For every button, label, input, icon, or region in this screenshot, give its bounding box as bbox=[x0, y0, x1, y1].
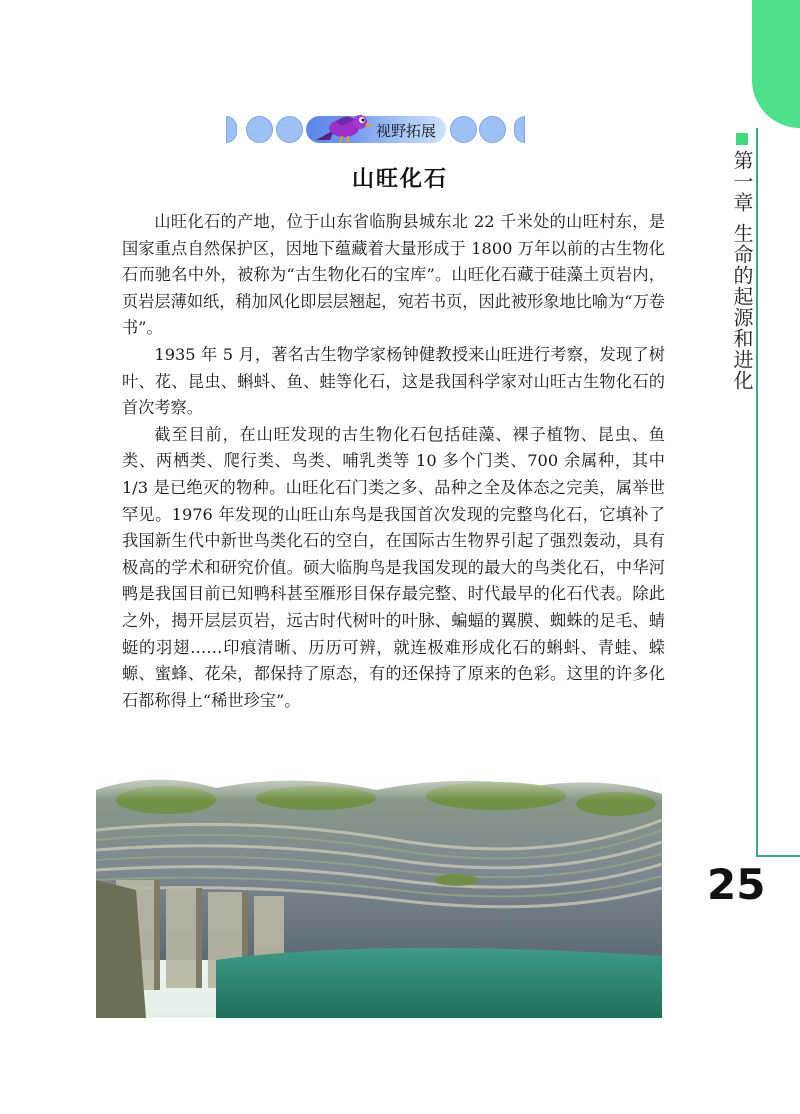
banner-label: 视野拓展 bbox=[376, 122, 437, 140]
chapter-title: 生命的起源和进化 bbox=[730, 223, 754, 391]
paragraph: 1935 年 5 月，著名古生物学家杨钟健教授来山旺进行考察，发现了树叶、花、昆虫、蝌蚪、鱼、蛙等化石，这是我国科学家对山旺古生物化石的首次考察。 bbox=[122, 344, 665, 418]
chapter-color-tab bbox=[752, 0, 800, 128]
banner-circle bbox=[450, 116, 477, 143]
paragraph: 山旺化石的产地，位于山东省临朐县城东北 22 千米处的山旺村东，是国家重点自然保护区，因地下蕴藏着大量形成于 1800 万年以前的古生物化石而驰名中外，被称为“古生物化石的宝库”。山旺化石藏于硅藻土页岩内，页岩层薄如纸，稍加风化即层层翘起，宛若书页，因此被形象地比喻为“万卷书”。 bbox=[122, 212, 665, 338]
banner-circle bbox=[246, 116, 273, 143]
chapter-number: 第一章 bbox=[730, 150, 754, 213]
fossil-site-photo bbox=[96, 760, 662, 1018]
article-title: 山旺化石 bbox=[351, 167, 448, 192]
margin-horizontal-line bbox=[756, 855, 800, 857]
banner-circle bbox=[479, 116, 506, 143]
section-banner bbox=[226, 112, 526, 146]
banner-half-circle-right bbox=[514, 116, 525, 143]
purple-bird-icon bbox=[312, 110, 374, 146]
banner-half-circle-left bbox=[226, 116, 237, 143]
page-number: 25 bbox=[707, 860, 766, 909]
article-body bbox=[122, 209, 665, 714]
paragraph: 截至目前，在山旺发现的古生物化石包括硅藻、裸子植物、昆虫、鱼类、两栖类、爬行类、鸟类、哺乳类等 10 多个门类、700 余属种，其中 1/3 是已绝灭的物种。山旺化石门类之多、品种之全及体态之完美，属举世罕见。1976 年发现的山旺山东鸟是我国首次发现的完整鸟化石，它填补了我国新生代中新世鸟类化石的空白，在国际古生物界引起了强烈轰动，具有极高的学术和研究价值。硕大临朐鸟是我国发现的最大的鸟类化石，中华河鸭是我国目前已知鸭科甚至雁形目保存最完整、时代最早的化石代表。除此之外，揭开层层页岩，远古时代树叶的叶脉、蝙蝠的翼膜、蜘蛛的足毛、蜻蜓的羽翅……印痕清晰、历历可辨，就连极难形成化石的蝌蚪、青蛙、蝾螈、蜜蜂、花朵，都保持了原态，有的还保持了原来的色彩。这里的许多化石都称得上“稀世珍宝”。 bbox=[122, 424, 665, 710]
banner-circle bbox=[276, 116, 303, 143]
margin-vertical-line bbox=[756, 128, 758, 857]
chapter-marker-square bbox=[736, 133, 748, 145]
